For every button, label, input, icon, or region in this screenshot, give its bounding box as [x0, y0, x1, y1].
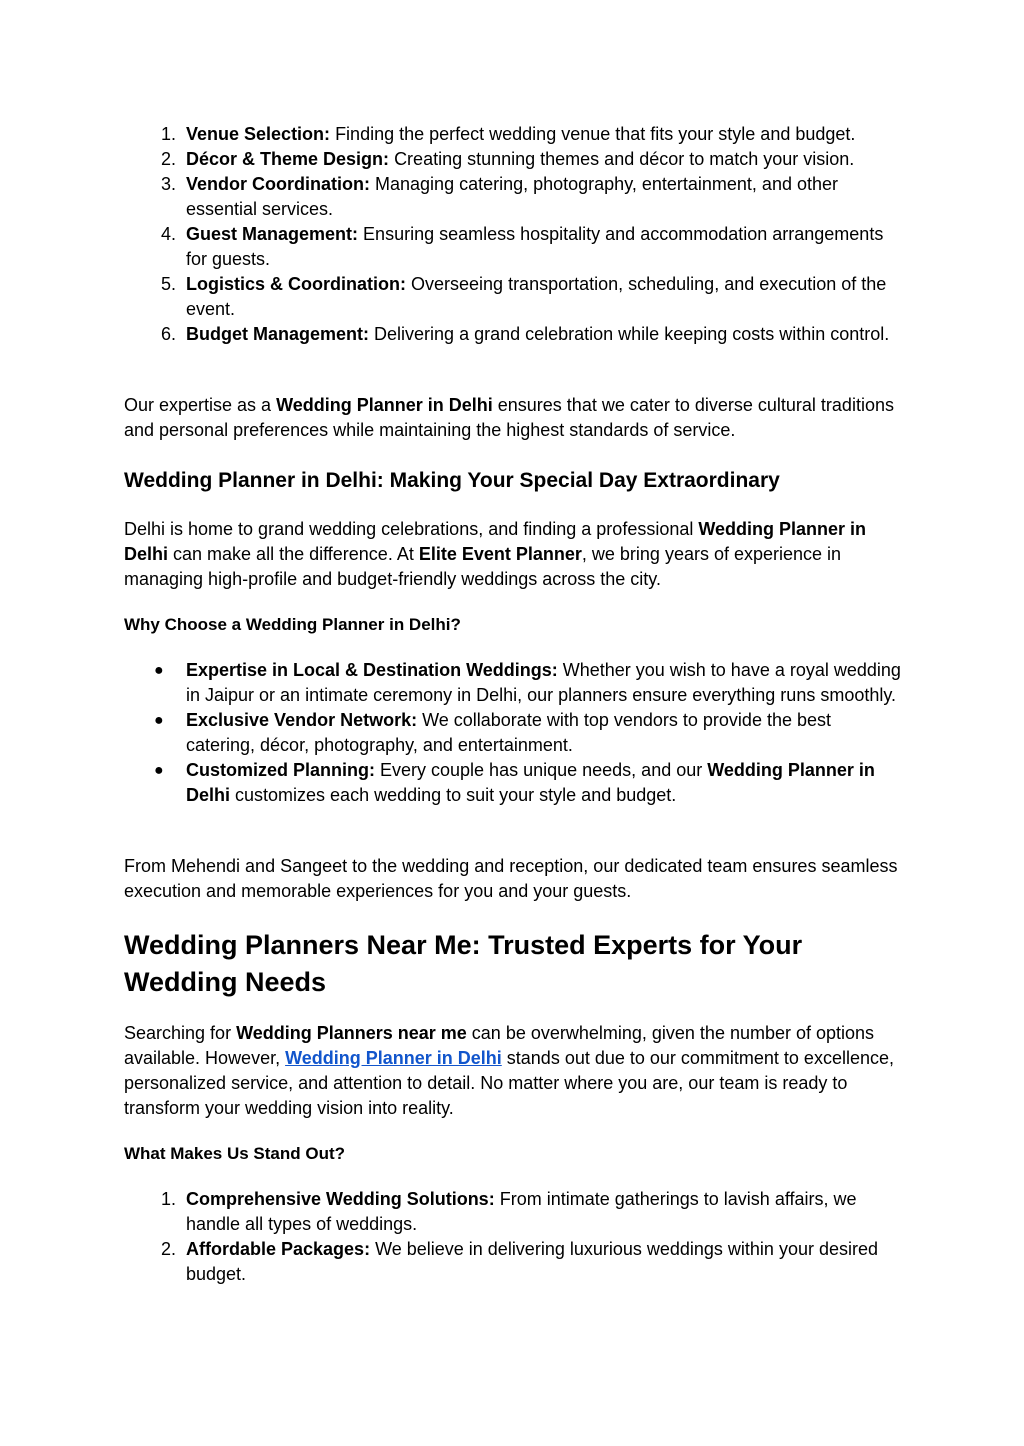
list-item: [124, 322, 904, 347]
list-item: [124, 147, 904, 172]
section-intro-paragraph: [124, 517, 904, 592]
item-title: Décor & Theme Design:: [186, 149, 390, 169]
item-text: Every couple has unique needs, and our: [375, 760, 708, 780]
bullet-item: [124, 658, 904, 708]
list-number: 1.: [160, 124, 176, 144]
text-run: Searching for: [124, 1023, 237, 1043]
item-text: We believe in delivering luxurious weddings within your desired budget.: [186, 1239, 878, 1284]
section-intro-paragraph: [124, 1021, 904, 1121]
item-title: Venue Selection:: [186, 124, 331, 144]
item-title: Customized Planning:: [186, 760, 375, 780]
list-number: 2.: [160, 1239, 176, 1259]
text-run: can be overwhelming, given the number of options available. However,: [124, 1023, 875, 1068]
bullet-item: [124, 758, 904, 808]
bullet-icon: ●: [154, 662, 164, 679]
item-title: Budget Management:: [186, 324, 370, 344]
bullet-icon: ●: [154, 712, 164, 729]
services-list: [124, 122, 904, 347]
item-title: Affordable Packages:: [186, 1239, 371, 1259]
list-item: [124, 172, 904, 222]
bold-run: Wedding Planner in Delhi: [186, 760, 875, 805]
bold-run: Wedding Planners near me: [236, 1023, 467, 1043]
item-title: Exclusive Vendor Network:: [186, 710, 418, 730]
item-title: Expertise in Local & Destination Weddings:: [186, 660, 558, 680]
list-item: [124, 1237, 904, 1287]
bold-run: Wedding Planner in Delhi: [124, 519, 867, 564]
list-number: 6.: [160, 324, 176, 344]
list-number: 1.: [160, 1189, 176, 1209]
item-text: Managing catering, photography, entertainment, and other essential services.: [186, 174, 838, 219]
item-text: Delivering a grand celebration while keeping costs within control.: [374, 324, 890, 344]
list-number: 2.: [160, 149, 176, 169]
text-run: , we bring years of experience in managing high-profile and budget-friendly weddings across the city.: [124, 544, 842, 589]
bold-run: Elite Event Planner: [418, 544, 582, 564]
subheading: Why Choose a Wedding Planner in Delhi?: [124, 615, 461, 634]
item-text: Creating stunning themes and décor to match your vision.: [394, 149, 855, 169]
standout-list: [124, 1187, 904, 1287]
section-heading: Wedding Planner in Delhi: Making Your Special Day Extraordinary: [124, 469, 780, 492]
item-title: Logistics & Coordination:: [186, 274, 406, 294]
bullet-item: [124, 708, 904, 758]
subheading: What Makes Us Stand Out?: [124, 1144, 346, 1163]
item-text: Overseeing transportation, scheduling, and execution of the event.: [186, 274, 887, 319]
list-item: [124, 222, 904, 272]
list-item: [124, 272, 904, 322]
item-text: Whether you wish to have a royal wedding in Jaipur or an intimate ceremony in Delhi, our planners ensure everything runs smoothly.: [186, 660, 901, 705]
item-text: Ensuring seamless hospitality and accommodation arrangements for guests.: [186, 224, 884, 269]
list-number: 5.: [160, 274, 176, 294]
item-text: Finding the perfect wedding venue that fits your style and budget.: [335, 124, 856, 144]
text-run: stands out due to our commitment to excellence, personalized service, and attention to detail. No matter where you are, our team is ready to transform your wedding vision into reality.: [124, 1048, 894, 1118]
section-heading: Wedding Planners Near Me: Trusted Experts for Your Wedding Needs: [124, 930, 803, 997]
text-run: Our expertise as a: [124, 395, 277, 415]
list-item: [124, 122, 904, 147]
list-number: 4.: [160, 224, 176, 244]
closing-paragraph: From Mehendi and Sangeet to the wedding and reception, our dedicated team ensures seamless execution and memorable experiences for you and your guests.: [124, 856, 898, 901]
item-title: Guest Management:: [186, 224, 359, 244]
list-item: [124, 1187, 904, 1237]
bullet-icon: ●: [154, 762, 164, 779]
reasons-bullet-list: [124, 658, 904, 808]
text-run: Delhi is home to grand wedding celebrations, and finding a professional: [124, 519, 699, 539]
item-text: We collaborate with top vendors to provide the best catering, décor, photography, and entertainment.: [186, 710, 831, 755]
bold-run: Wedding Planner in Delhi: [276, 395, 493, 415]
item-text: customizes each wedding to suit your style and budget.: [230, 785, 677, 805]
item-text: From intimate gatherings to lavish affairs, we handle all types of weddings.: [186, 1189, 857, 1234]
expertise-paragraph: [124, 393, 904, 443]
wedding-planner-link[interactable]: Wedding Planner in Delhi: [285, 1048, 502, 1068]
item-title: Comprehensive Wedding Solutions:: [186, 1189, 495, 1209]
text-run: can make all the difference. At: [168, 544, 419, 564]
text-run: ensures that we cater to diverse cultural traditions and personal preferences while maintaining the highest standards of service.: [124, 395, 894, 440]
item-title: Vendor Coordination:: [186, 174, 370, 194]
list-number: 3.: [160, 174, 176, 194]
